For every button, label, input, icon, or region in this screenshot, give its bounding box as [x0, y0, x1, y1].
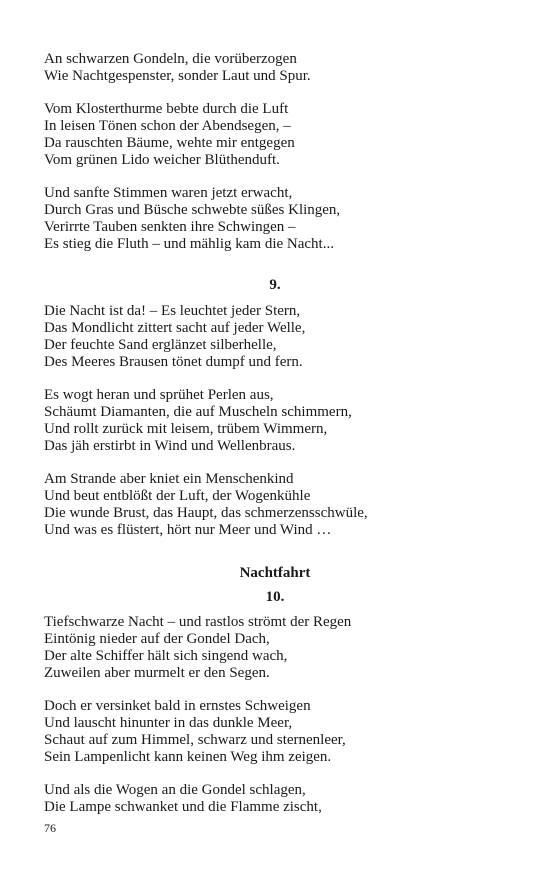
verse-line: Des Meeres Brausen tönet dumpf und fern. — [44, 354, 303, 370]
verse-line: Und als die Wogen an die Gondel schlagen, — [44, 782, 306, 798]
verse-line: Und beut entblößt der Luft, der Wogenkühle — [44, 488, 311, 504]
verse-line: Der feuchte Sand erglänzet silberhelle, — [44, 337, 277, 353]
verse-line: Eintönig nieder auf der Gondel Dach, — [44, 631, 270, 647]
verse-line: Die wunde Brust, das Haupt, das schmerzensschwüle, — [44, 505, 368, 521]
verse-line: Der alte Schiffer hält sich singend wach, — [44, 648, 288, 664]
stanza — [44, 782, 514, 816]
stanza — [44, 51, 514, 85]
verse-line: Schaut auf zum Himmel, schwarz und sternenleer, — [44, 732, 346, 748]
stanza — [44, 101, 514, 169]
verse-line: Die Lampe schwanket und die Flamme zischt, — [44, 799, 322, 815]
verse-line: Die Nacht ist da! – Es leuchtet jeder Stern, — [44, 303, 301, 319]
verse-line: Tiefschwarze Nacht – und rastlos strömt der Regen — [44, 614, 352, 630]
verse-line: Vom Klosterthurme bebte durch die Luft — [44, 101, 289, 117]
verse-line: Das jäh erstirbt in Wind und Wellenbraus. — [44, 438, 296, 454]
verse-line: Doch er versinket bald in ernstes Schweigen — [44, 698, 311, 714]
verse-line: An schwarzen Gondeln, die vorüberzogen — [44, 51, 297, 67]
stanza — [44, 303, 514, 371]
verse-line: Und was es flüstert, hört nur Meer und Wind … — [44, 522, 332, 538]
stanza — [44, 614, 514, 682]
verse-line: Am Strande aber kniet ein Menschenkind — [44, 471, 294, 487]
verse-line: Und sanfte Stimmen waren jetzt erwacht, — [44, 185, 293, 201]
verse-line: Sein Lampenlicht kann keinen Weg ihm zeigen. — [44, 749, 332, 765]
poem-title: Nachtfahrt — [239, 565, 311, 581]
verse-line: Verirrte Tauben senkten ihre Schwingen – — [44, 219, 296, 235]
verse-line: Schäumt Diamanten, die auf Muscheln schimmern, — [44, 404, 352, 420]
section-number: 10. — [265, 589, 285, 605]
stanza — [44, 471, 514, 539]
stanza — [44, 698, 514, 766]
verse-line: Und rollt zurück mit leisem, trübem Wimmern, — [44, 421, 328, 437]
verse-line: Durch Gras und Büsche schwebte süßes Klingen, — [44, 202, 341, 218]
stanza — [44, 185, 514, 253]
verse-line: Das Mondlicht zittert sacht auf jeder Welle, — [44, 320, 306, 336]
verse-line: Wie Nachtgespenster, sonder Laut und Spur. — [44, 68, 311, 84]
verse-line: Vom grünen Lido weicher Blüthenduft. — [44, 152, 280, 168]
verse-line: Und lauscht hinunter in das dunkle Meer, — [44, 715, 293, 731]
verse-line: Es stieg die Fluth – und mählig kam die Nacht... — [44, 236, 334, 252]
verse-line: Zuweilen aber murmelt er den Segen. — [44, 665, 270, 681]
verse-line: Da rauschten Bäume, wehte mir entgegen — [44, 135, 295, 151]
section-number: 9. — [269, 277, 281, 293]
verse-line: In leisen Tönen schon der Abendsegen, – — [44, 118, 291, 134]
stanza — [44, 387, 514, 455]
verse-line: Es wogt heran und sprühet Perlen aus, — [44, 387, 274, 403]
page-number: 76 — [44, 821, 56, 835]
